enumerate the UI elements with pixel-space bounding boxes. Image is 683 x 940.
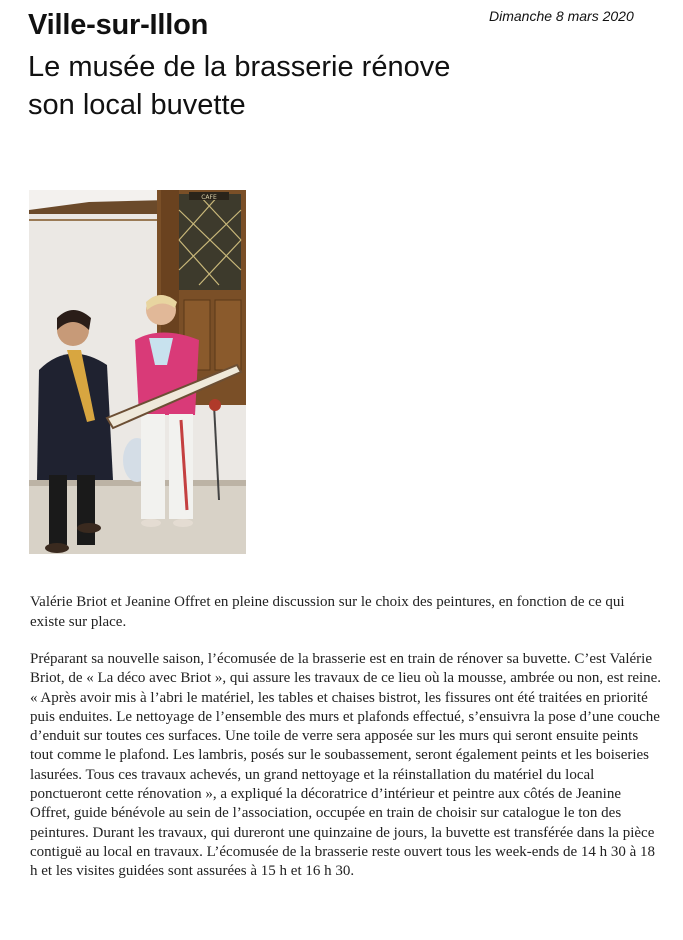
cafe-sign: CAFE (201, 194, 217, 201)
article-body: Préparant sa nouvelle saison, l’écomusée de la brasserie est en train de rénover sa buvette. C’est Valérie Briot, de « La déco avec Briot », qui assure les travaux de ce lieu où la mousse, ambrée ou non, est reine. « Après avoir mis à l’abri le matériel, les tables et chaises bistrot, les fissures ont été traitées en priorité puis enduites. Le nettoyage de l’ensemble des murs et plafonds effectué, s’ensuivra la pose d’une couche d’enduit sur toutes ces surfaces. Une toile de verre sera apposée sur les murs qui seront ensuite peints tout comme le plafond. Les lambris, posés sur le soubassement, seront également peints et les boiseries lasurées. Tous ces travaux achevés, un grand nettoyage et la réinstallation du matériel du local ponctueront cette rénovation », a expliqué la décoratrice d’intérieur et peintre aux côtés de Jeanine Offret, guide bénévole au sein de l’association, occupée en train de choisir sur catalogue le ton des peintures. Durant les travaux, qui dureront une quinzaine de jours, la buvette est transférée dans la pièce contiguë au local en travaux. L’écomusée de la brasserie reste ouvert tous les week-ends de 14 h 30 à 18 h et les visites guidées sont assurées à 15 h et 16 h 30. (30, 651, 662, 880)
photo-illustration (29, 190, 246, 554)
publication-date: Dimanche 8 mars 2020 (489, 8, 634, 24)
photo-caption: Valérie Briot et Jeanine Offret en pleine discussion sur le choix des peintures, en fonction de ce qui existe sur place. (30, 594, 625, 630)
location-kicker: Ville-sur-Illon (28, 9, 209, 41)
article-headline: Le musée de la brasserie rénove son local buvette (28, 51, 451, 121)
article-photo (29, 190, 246, 554)
